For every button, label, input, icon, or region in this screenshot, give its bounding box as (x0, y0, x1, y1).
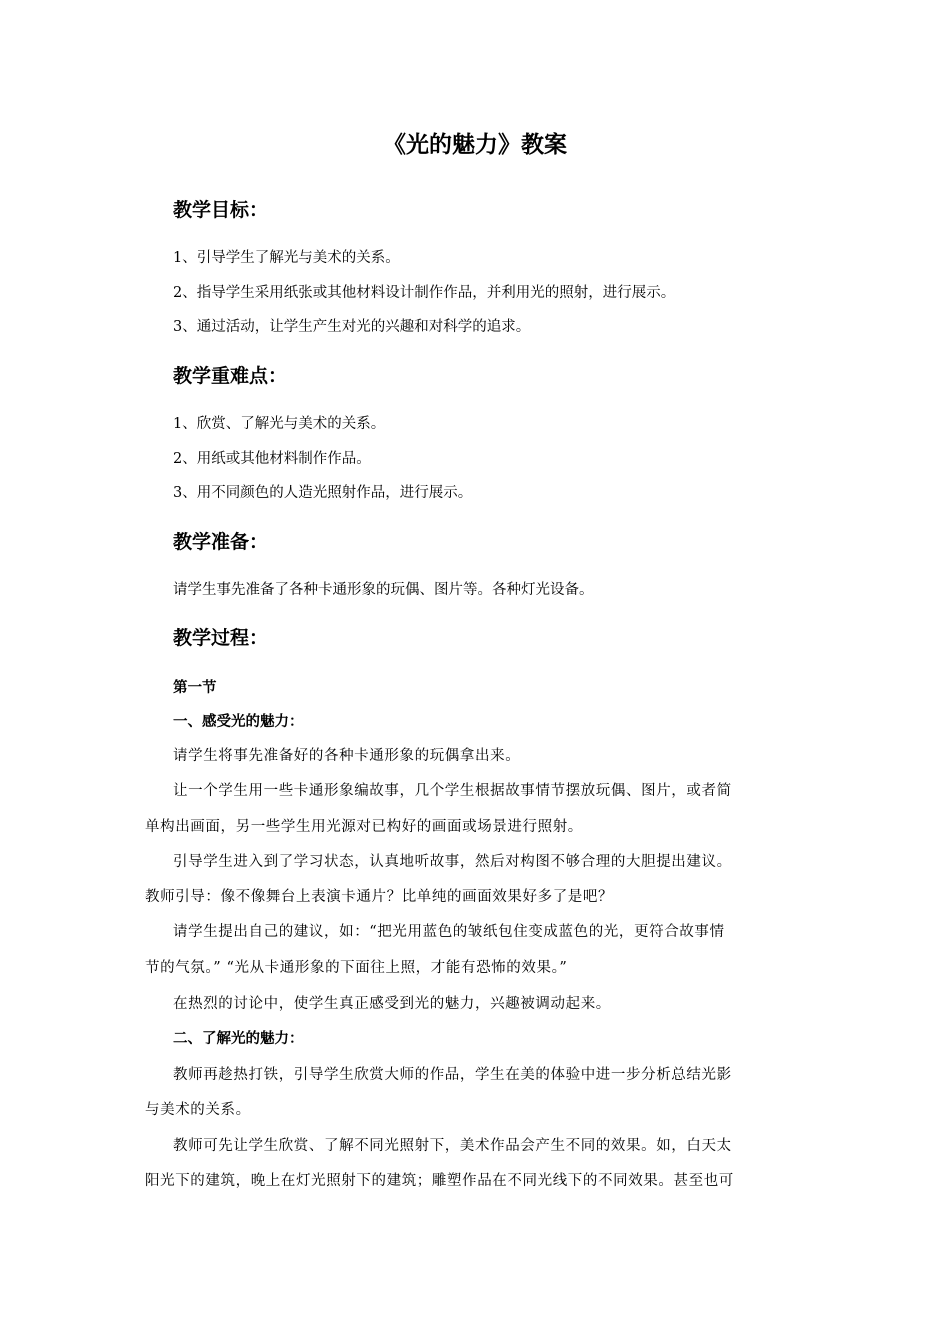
part1-line: 引导学生进入到了学习状态，认真地听故事，然后对构图不够合理的大胆提出建议。 (173, 854, 732, 870)
part2-line: 教师再趁热打铁，引导学生欣赏大师的作品，学生在美的体验中进一步分析总结光影 (173, 1067, 732, 1083)
key-point-item-3: 3、用不同颜色的人造光照射作品，进行展示。 (173, 485, 473, 501)
preparation-text: 请学生事先准备了各种卡通形象的玩偶、图片等。各种灯光设备。 (173, 582, 594, 598)
part2-line: 教师可先让学生欣赏、了解不同光照射下，美术作品会产生不同的效果。如，白天太 (173, 1138, 732, 1154)
page-title: 《光的魅力》教案 (383, 132, 567, 158)
key-point-item-1: 1、欣赏、了解光与美术的关系。 (173, 416, 386, 432)
part1-line: 请学生将事先准备好的各种卡通形象的玩偶拿出来。 (173, 748, 521, 764)
objective-item-3: 3、通过活动，让学生产生对光的兴趣和对科学的追求。 (173, 319, 531, 335)
key-point-item-2: 2、用纸或其他材料制作作品。 (173, 451, 371, 467)
objective-item-1: 1、引导学生了解光与美术的关系。 (173, 250, 400, 266)
part1-line: 教师引导：像不像舞台上表演卡通片？比单纯的画面效果好多了是吧？ (145, 889, 614, 905)
part1-line: 节的气氛。” “光从卡通形象的下面往上照，才能有恐怖的效果。” (145, 960, 568, 976)
lesson-label: 第一节 (173, 680, 217, 696)
key-points-heading: 教学重难点： (173, 365, 288, 387)
part1-line: 在热烈的讨论中，使学生真正感受到光的魅力，兴趣被调动起来。 (173, 996, 611, 1012)
preparation-heading: 教学准备： (173, 531, 269, 553)
part1-line: 单构出画面，另一些学生用光源对已构好的画面或场景进行照射。 (145, 819, 583, 835)
part2-title: 二、了解光的魅力： (173, 1031, 304, 1047)
objective-item-2: 2、指导学生采用纸张或其他材料设计制作作品，并利用光的照射，进行展示。 (173, 285, 676, 301)
part2-line: 与美术的关系。 (145, 1102, 251, 1118)
part2-line: 阳光下的建筑，晚上在灯光照射下的建筑；雕塑作品在不同光线下的不同效果。甚至也可 (145, 1173, 734, 1189)
part1-line: 让一个学生用一些卡通形象编故事，几个学生根据故事情节摆放玩偶、图片，或者简 (173, 783, 732, 799)
part1-title: 一、感受光的魅力： (173, 714, 304, 730)
objectives-heading: 教学目标： (173, 199, 269, 221)
process-heading: 教学过程： (173, 627, 269, 649)
part1-line: 请学生提出自己的建议，如：“把光用蓝色的皱纸包住变成蓝色的光，更符合故事情 (173, 924, 725, 940)
